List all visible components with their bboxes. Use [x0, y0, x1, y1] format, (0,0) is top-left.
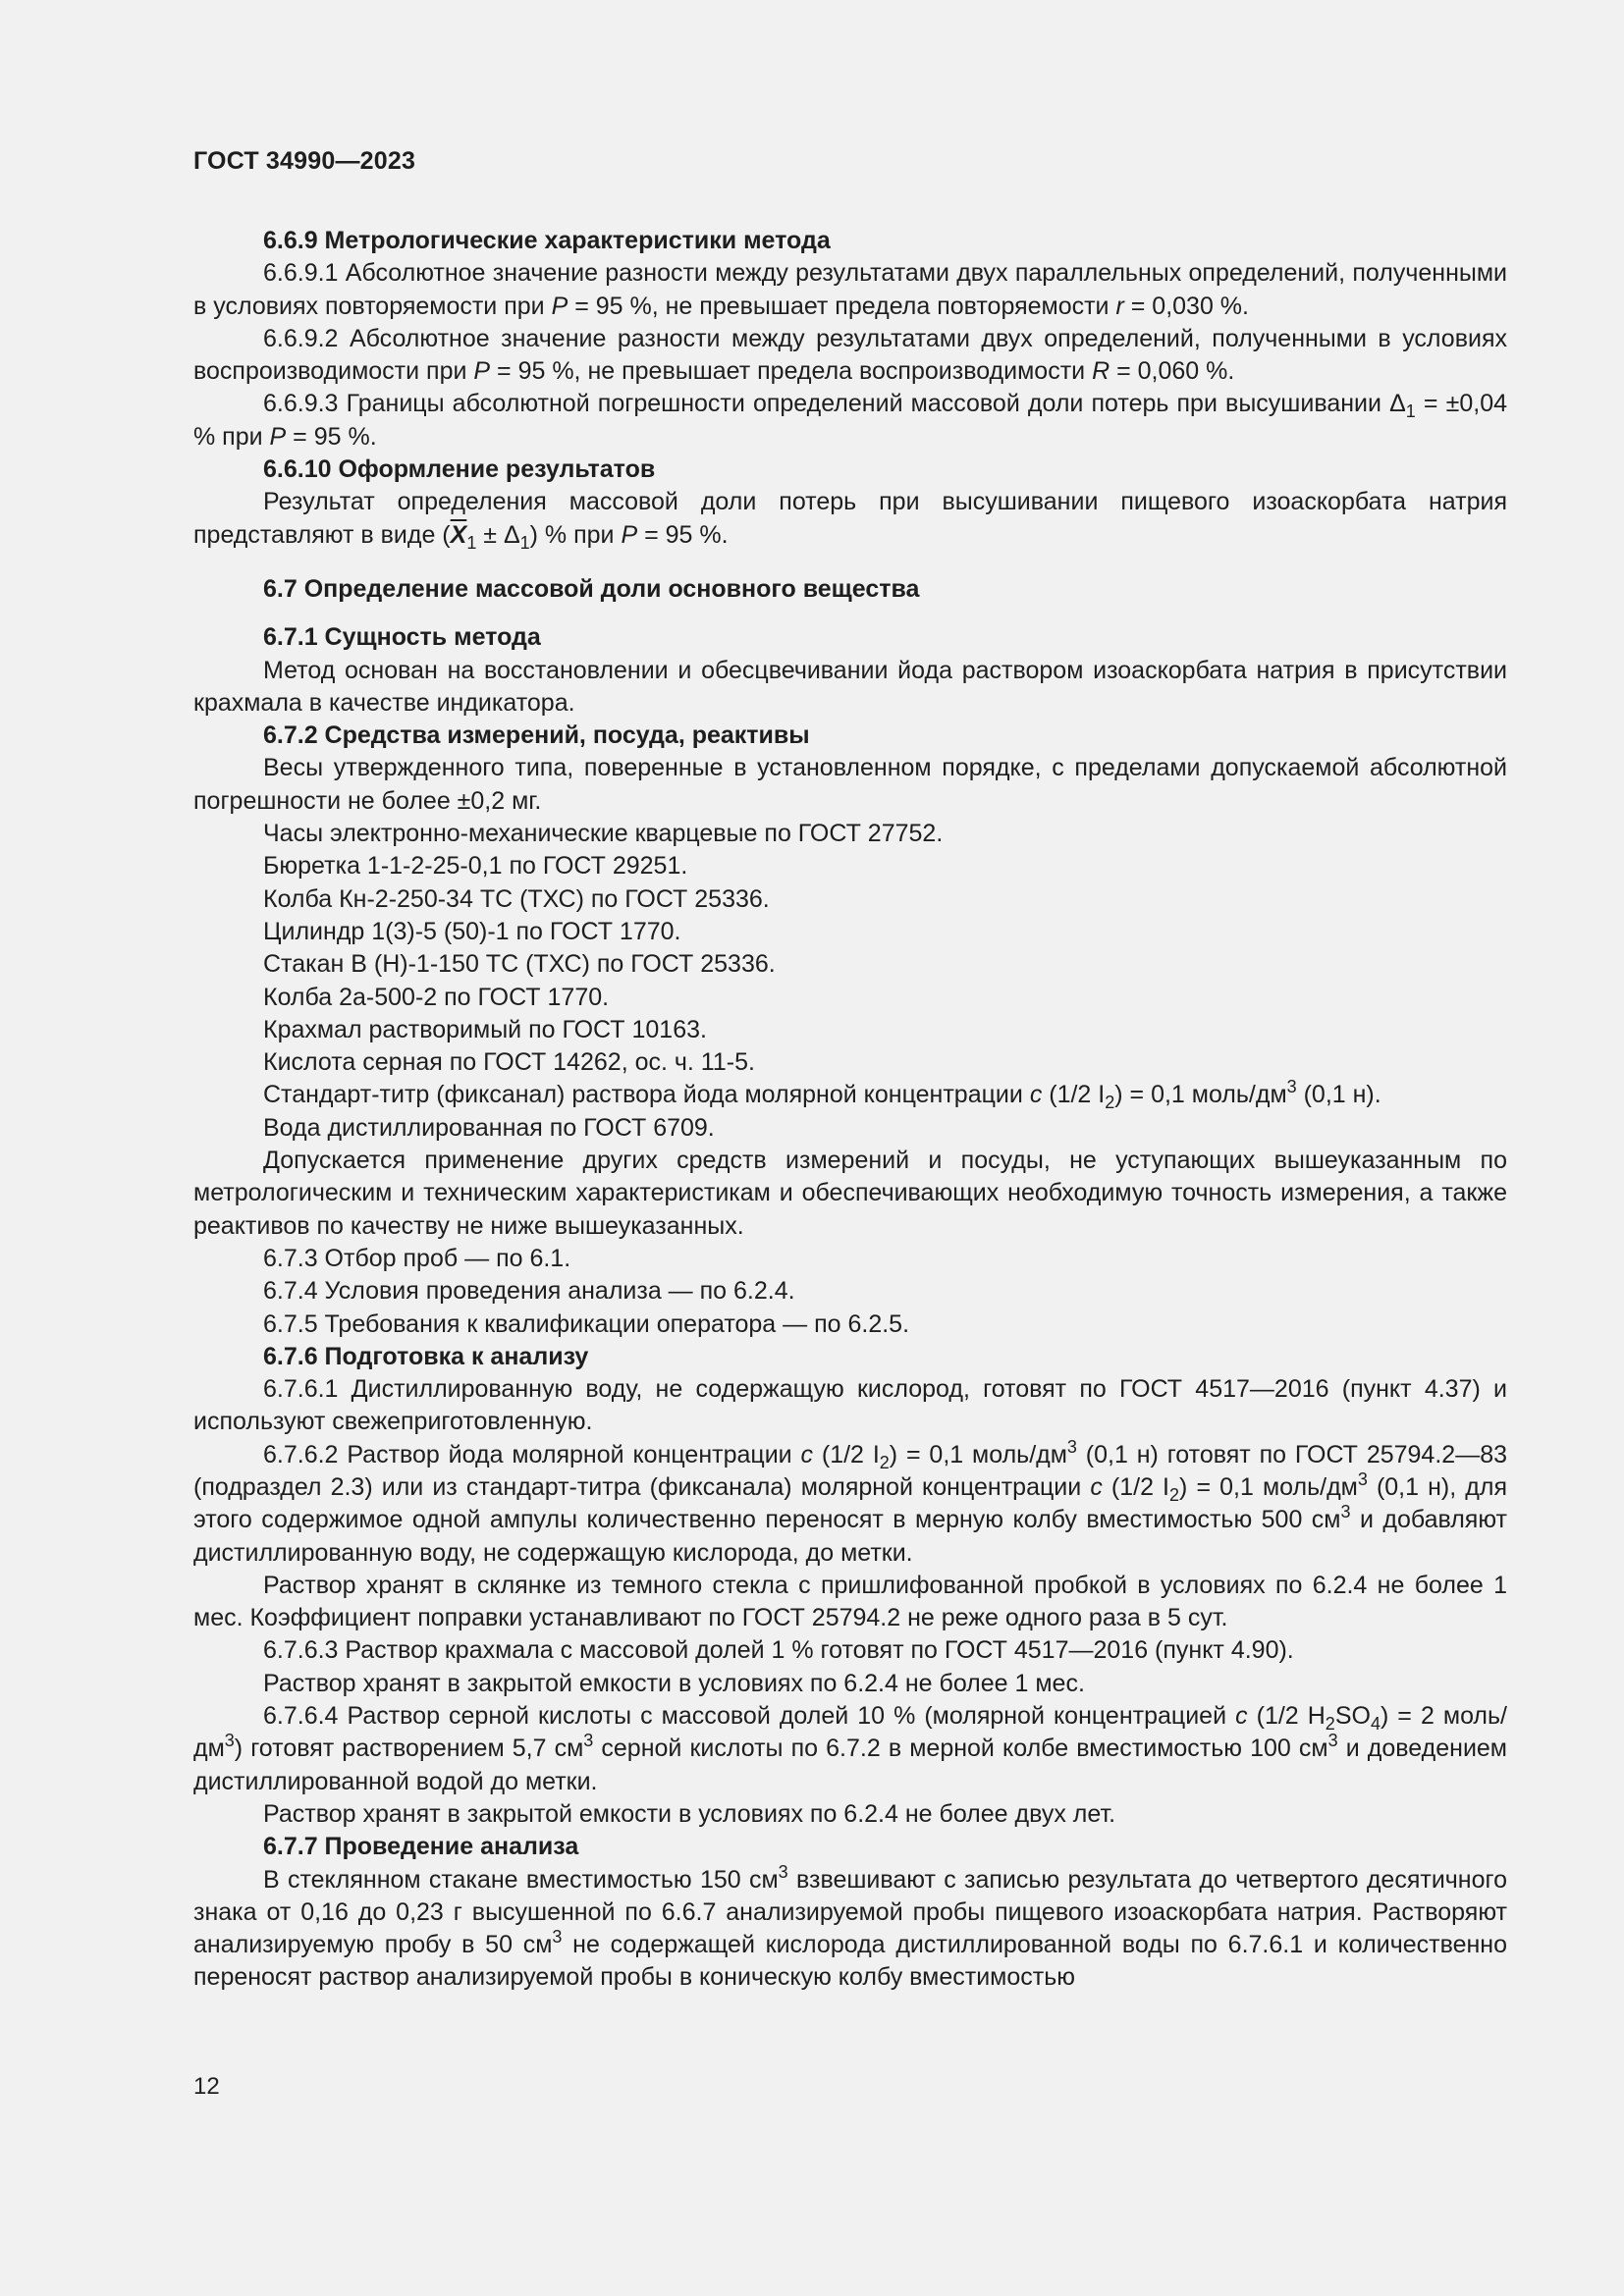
text-segment: и добавляют дистиллированную воду, не содержащую кислорода, до метки. — [193, 1506, 1507, 1567]
text-segment: взвешивают с записью результата до четвертого десятичного знака от 0,16 до 0,23 г высушенной по 6.6.7 анализируемой пробы пищевого изоаскорбата натрия. Растворяют анализируемую пробу в 50 см — [193, 1865, 1507, 1959]
paragraph — [193, 1436, 1507, 1570]
text-segment: 2 — [1105, 1093, 1115, 1113]
text-segment: Колба 2а-500-2 по ГОСТ 1770. — [263, 983, 610, 1011]
text-segment: 6.7.7 Проведение анализа — [263, 1833, 579, 1861]
paragraph — [193, 655, 1507, 721]
text-segment: 6.7 Определение массовой доли основного вещества — [263, 574, 920, 603]
text-segment: 3 — [778, 1861, 788, 1882]
text-segment: В стеклянном стакане вместимостью 150 см — [263, 1865, 779, 1894]
paragraph — [193, 1275, 1507, 1308]
paragraph — [193, 1112, 1507, 1145]
text-segment: Допускается применение других средств измерений и посуды, не уступающих вышеуказанным по метрологическим и техническим характеристикам и обеспечивающих необходимую точность измерения, а также реактивов по качеству не ниже вышеуказанных. — [193, 1147, 1507, 1240]
text-segment: 1 — [519, 532, 530, 553]
document-header: ГОСТ 34990—2023 — [193, 147, 416, 175]
paragraph — [193, 1373, 1507, 1439]
text-segment: 1 — [1405, 401, 1416, 422]
paragraph — [193, 883, 1507, 916]
paragraph — [193, 1079, 1507, 1111]
section-heading — [193, 1341, 1507, 1373]
text-segment: c — [1235, 1702, 1248, 1731]
text-segment: 4 — [1370, 1714, 1380, 1735]
text-segment: ) = 0,1 моль/дм — [889, 1440, 1067, 1468]
paragraph — [193, 752, 1507, 818]
text-segment: (1/2 H — [1247, 1702, 1326, 1731]
text-segment: Крахмал растворимый по ГОСТ 10163. — [263, 1015, 707, 1043]
section-heading — [193, 720, 1507, 752]
text-segment: 6.7.4 Условия проведения анализа — по 6.2.4. — [263, 1277, 795, 1306]
text-segment: Раствор хранят в закрытой емкости в условиях по 6.2.4 не более двух лет. — [263, 1799, 1116, 1828]
document-body — [193, 225, 1507, 1995]
text-segment: (0,1 н) готовят по ГОСТ 25794.2—83 (подраздел 2.3) или из стандарт-титра (фиксанала) молярной концентрации — [193, 1440, 1507, 1501]
paragraph — [193, 486, 1507, 552]
text-segment: P — [621, 520, 638, 549]
text-segment: (1/2 I — [813, 1440, 880, 1468]
text-segment: 3 — [552, 1927, 563, 1948]
text-segment: 3 — [1357, 1468, 1368, 1489]
text-segment: ) готовят растворением 5,7 см — [234, 1735, 584, 1763]
text-segment: (1/2 I — [1102, 1472, 1170, 1501]
paragraph — [193, 948, 1507, 981]
text-segment: Метод основан на восстановлении и обесцвечивании йода раствором изоаскорбата натрия в присутствии крахмала в качестве индикатора. — [193, 656, 1507, 717]
text-segment: 2 — [1325, 1714, 1335, 1735]
text-segment: 3 — [1340, 1502, 1351, 1522]
text-segment: = 95 %. — [286, 422, 377, 451]
section-heading — [193, 621, 1507, 654]
text-segment: 3 — [1286, 1077, 1297, 1097]
paragraph — [193, 1014, 1507, 1046]
text-segment: P — [269, 422, 287, 451]
text-segment: 6.6.9.1 Абсолютное значение разности между результатами двух параллельных определений, полученными в условиях повторяемости при — [193, 259, 1507, 320]
text-segment: 6.7.3 Отбор проб — по 6.1. — [263, 1244, 571, 1272]
section-heading — [193, 1831, 1507, 1863]
text-segment: 3 — [224, 1731, 235, 1751]
text-segment: ± Δ — [476, 520, 520, 549]
text-segment: (0,1 н), для этого содержимое одной ампулы количественно переносят в мерную колбу вместимостью 500 см — [193, 1472, 1507, 1534]
text-segment: (0,1 н). — [1296, 1081, 1381, 1109]
text-segment: 3 — [1066, 1436, 1077, 1457]
text-segment: 6.7.5 Требования к квалификации оператора — по 6.2.5. — [263, 1309, 910, 1338]
text-segment: 1 — [466, 532, 477, 553]
text-segment: ) = 0,1 моль/дм — [1179, 1472, 1358, 1501]
text-segment: Часы электронно-механические кварцевые по ГОСТ 27752. — [263, 820, 944, 848]
text-segment: 6.6.9.3 Границы абсолютной погрешности определений массовой доли потерь при высушивании Δ — [263, 390, 1406, 418]
text-segment: Цилиндр 1(3)-5 (50)-1 по ГОСТ 1770. — [263, 917, 681, 945]
paragraph — [193, 388, 1507, 454]
paragraph — [193, 1308, 1507, 1341]
text-segment: Раствор хранят в закрытой емкости в условиях по 6.2.4 не более 1 мес. — [263, 1669, 1085, 1697]
paragraph — [193, 1243, 1507, 1275]
text-segment: r — [1115, 292, 1124, 320]
text-segment: Бюретка 1-1-2-25-0,1 по ГОСТ 29251. — [263, 852, 688, 881]
paragraph — [193, 1700, 1507, 1798]
text-segment: Весы утвержденного типа, поверенные в установленном порядке, с пределами допускаемой абсолютной погрешности не более ±0,2 мг. — [193, 754, 1507, 815]
text-segment: Стандарт-титр (фиксанал) раствора йода молярной концентрации — [263, 1081, 1030, 1109]
text-segment: 3 — [583, 1731, 594, 1751]
text-segment: не содержащей кислорода дистиллированной воды по 6.7.6.1 и количественно переносят раствор анализируемой пробы в коническую колбу вместимостью — [193, 1931, 1507, 1992]
text-segment: ) = 0,1 моль/дм — [1114, 1081, 1287, 1109]
text-segment: Кислота серная по ГОСТ 14262, ос. ч. 11-5. — [263, 1048, 755, 1077]
paragraph — [193, 323, 1507, 389]
text-segment: 6.6.9.2 Абсолютное значение разности между результатами двух определений, полученными в условиях воспроизводимости при — [193, 324, 1507, 386]
text-segment: = 95 %, не превышает предела повторяемости — [568, 292, 1116, 320]
text-segment: 6.7.6.2 Раствор йода молярной концентрации — [263, 1440, 801, 1468]
text-segment: 6.7.6 Подготовка к анализу — [263, 1342, 589, 1370]
paragraph — [193, 1145, 1507, 1243]
text-segment: Результат определения массовой доли потерь при высушивании пищевого изоаскорбата натрия представляют в виде ( — [193, 488, 1507, 549]
text-segment: 2 — [1169, 1484, 1180, 1505]
text-segment: 2 — [879, 1452, 890, 1472]
page-number: 12 — [193, 2073, 220, 2100]
text-segment: $\overline{X}$ — [450, 520, 467, 549]
text-segment: ) % при — [529, 520, 622, 549]
text-segment: серной кислоты по 6.7.2 в мерной колбе вместимостью 100 см — [593, 1735, 1328, 1763]
paragraph — [193, 1570, 1507, 1635]
text-segment: 6.6.10 Оформление результатов — [263, 455, 656, 484]
text-segment: Вода дистиллированная по ГОСТ 6709. — [263, 1113, 715, 1142]
text-segment: = ±0,04 % при — [193, 390, 1508, 451]
text-segment: ) = 2 моль/дм — [193, 1702, 1507, 1763]
paragraph — [193, 1046, 1507, 1079]
text-segment: c — [1029, 1081, 1043, 1109]
text-segment: c — [800, 1440, 814, 1468]
text-segment: Стакан В (Н)-1-150 ТС (ТХС) по ГОСТ 25336. — [263, 950, 776, 979]
text-segment: c — [1090, 1472, 1103, 1501]
text-segment: и доведением дистиллированной водой до метки. — [193, 1735, 1507, 1795]
text-segment: 6.7.6.1 Дистиллированную воду, не содержащую кислород, готовят по ГОСТ 4517—2016 (пункт 4.37) и используют свежеприготовленную. — [193, 1375, 1507, 1436]
paragraph — [193, 1798, 1507, 1831]
text-segment: 6.6.9 Метрологические характеристики метода — [263, 227, 831, 254]
text-segment: Колба Кн-2-250-34 ТС (ТХС) по ГОСТ 25336. — [263, 884, 770, 913]
text-segment: = 0,030 %. — [1123, 292, 1249, 320]
paragraph — [193, 1634, 1507, 1667]
section-heading — [193, 573, 1507, 606]
text-segment: Раствор хранят в склянке из темного стекла с пришлифованной пробкой в условиях по 6.2.4 не более 1 мес. Коэффициент поправки устанавливают по ГОСТ 25794.2 не реже одного раза в 5 сут. — [193, 1571, 1507, 1632]
paragraph — [193, 916, 1507, 948]
text-segment: R — [1092, 357, 1110, 386]
text-segment: (1/2 I — [1042, 1081, 1106, 1109]
paragraph — [193, 818, 1507, 850]
text-segment: 6.7.6.3 Раствор крахмала с массовой долей 1 % готовят по ГОСТ 4517—2016 (пункт 4.90). — [263, 1636, 1294, 1665]
text-segment: SO — [1334, 1702, 1371, 1731]
paragraph — [193, 982, 1507, 1014]
paragraph — [193, 1861, 1507, 1995]
text-segment: 6.7.2 Средства измерений, посуда, реактивы — [263, 721, 810, 750]
text-segment: P — [473, 357, 491, 386]
text-segment: 3 — [1327, 1731, 1338, 1751]
text-segment: = 95 %. — [637, 520, 729, 549]
paragraph — [193, 850, 1507, 882]
text-segment: = 95 %, не превышает предела воспроизводимости — [490, 357, 1093, 386]
text-segment: = 0,060 %. — [1110, 357, 1235, 386]
text-segment: 6.7.6.4 Раствор серной кислоты с массовой долей 10 % (молярной концентрацией — [263, 1702, 1236, 1731]
text-segment: P — [551, 292, 568, 320]
section-heading — [193, 454, 1507, 486]
text-segment: 6.7.1 Сущность метода — [263, 623, 541, 652]
paragraph — [193, 257, 1507, 323]
section-heading — [193, 225, 1507, 257]
paragraph — [193, 1668, 1507, 1700]
